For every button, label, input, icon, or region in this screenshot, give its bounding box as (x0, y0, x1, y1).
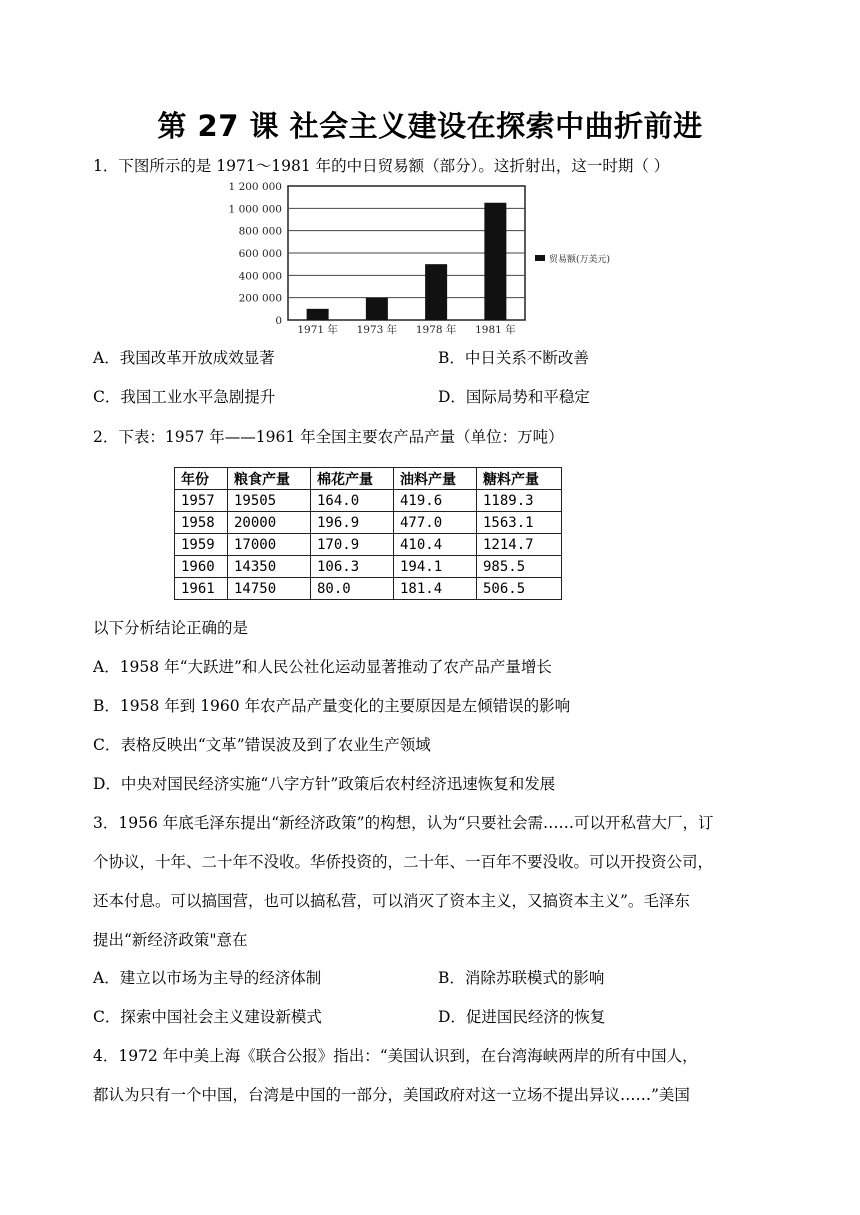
table-cell: 194.1 (394, 556, 477, 578)
q3-option-a[interactable]: A．建立以市场为主导的经济体制 (93, 969, 322, 987)
q2-option-b[interactable]: B．1958 年到 1960 年农产品产量变化的主要原因是左倾错误的影响 (93, 697, 571, 715)
table-header-cell: 年份 (175, 468, 228, 490)
q1-stem: 1．下图所示的是 1971～1981 年的中日贸易额（部分）。这折射出，这一时期（ ） (93, 157, 670, 175)
table-header-cell: 棉花产量 (311, 468, 394, 490)
q4-stem-line: 都认为只有一个中国，台湾是中国的一部分，美国政府对这一立场不提出异议……”美国 (93, 1086, 690, 1104)
q1-option-b[interactable]: B．中日关系不断改善 (438, 349, 589, 367)
y-tick-label: 800 000 (238, 225, 282, 238)
q2-option-d[interactable]: D．中央对国民经济实施“八字方针”政策后农村经济迅速恢复和发展 (93, 775, 556, 793)
table-row (175, 534, 562, 556)
table-header-cell: 糖料产量 (477, 468, 562, 490)
table-cell: 170.9 (311, 534, 394, 556)
table-cell: 17000 (228, 534, 311, 556)
x-tick-label: 1973 年 (356, 324, 398, 336)
table-cell: 1960 (175, 556, 228, 578)
y-tick-label: 400 000 (238, 270, 282, 283)
q2-lead: 以下分析结论正确的是 (93, 619, 249, 637)
table-row (175, 490, 562, 512)
q3-stem-line: 还本付息。可以搞国营，也可以搞私营，可以消灭了资本主义，又搞资本主义”。毛泽东 (93, 892, 690, 910)
table-cell: 80.0 (311, 578, 394, 600)
bar (307, 309, 329, 320)
q3-stem-line: 3．1956 年底毛泽东提出“新经济政策”的构想，认为“只要社会需……可以开私营大厂，订 (93, 814, 714, 832)
x-tick-label: 1971 年 (297, 324, 338, 336)
table-header-row (175, 468, 562, 490)
y-tick-label: 600 000 (238, 248, 282, 260)
q3-stem-line: 提出“新经济政策"意在 (93, 931, 248, 949)
table-cell: 164.0 (311, 490, 394, 512)
q3-option-b[interactable]: B．消除苏联模式的影响 (438, 969, 605, 987)
table-cell: 419.6 (394, 490, 477, 512)
table-header-cell: 粮食产量 (228, 468, 311, 490)
table-cell: 14350 (228, 556, 311, 578)
table-cell: 1958 (175, 512, 228, 534)
table-cell: 410.4 (394, 534, 477, 556)
legend-swatch (535, 255, 545, 261)
q3-stem-line: 个协议，十年、二十年不没收。华侨投资的，二十年、一百年不要没收。可以开投资公司， (93, 853, 714, 871)
lesson-title: 第 27 课 社会主义建设在探索中曲折前进 (157, 109, 703, 143)
table-cell: 1961 (175, 578, 228, 600)
y-tick-label: 0 (275, 315, 282, 327)
y-tick-label: 1 000 000 (228, 203, 282, 216)
table-row (175, 578, 562, 600)
x-tick-label: 1981 年 (475, 324, 516, 336)
table-cell: 106.3 (311, 556, 394, 578)
table-cell: 477.0 (394, 512, 477, 534)
table-cell: 19505 (228, 490, 311, 512)
y-tick-label: 200 000 (238, 292, 282, 305)
table-cell: 181.4 (394, 578, 477, 600)
q2-option-c[interactable]: C．表格反映出“文革”错误波及到了农业生产领域 (93, 736, 431, 754)
x-tick-label: 1978 年 (415, 324, 457, 336)
table-row (175, 556, 562, 578)
table-cell: 20000 (228, 512, 311, 534)
q1-option-c[interactable]: C．我国工业水平急剧提升 (93, 388, 276, 406)
table-cell: 1214.7 (477, 534, 562, 556)
q1-option-a[interactable]: A．我国改革开放成效显著 (93, 349, 275, 367)
table-cell: 985.5 (477, 556, 562, 578)
legend-label: 贸易额(万美元) (549, 255, 611, 265)
table-cell: 1959 (175, 534, 228, 556)
q3-option-c[interactable]: C．探索中国社会主义建设新模式 (93, 1008, 322, 1026)
q2-option-a[interactable]: A．1958 年“大跃进”和人民公社化运动显著推动了农产品产量增长 (93, 658, 552, 676)
table-header-cell: 油料产量 (394, 468, 477, 490)
q2-stem: 2．下表：1957 年——1961 年全国主要农产品产量（单位：万吨） (93, 428, 564, 446)
bar (366, 298, 388, 320)
production-table (174, 467, 562, 600)
table-cell: 1189.3 (477, 490, 562, 512)
y-tick-label: 1 200 000 (228, 181, 282, 193)
table-row (175, 512, 562, 534)
table-cell: 14750 (228, 578, 311, 600)
table-cell: 1957 (175, 490, 228, 512)
table-cell: 1563.1 (477, 512, 562, 534)
bar (425, 264, 447, 320)
table-cell: 506.5 (477, 578, 562, 600)
table-cell: 196.9 (311, 512, 394, 534)
q1-option-d[interactable]: D．国际局势和平稳定 (438, 388, 590, 406)
q4-stem-line: 4．1972 年中美上海《联合公报》指出：“美国认识到，在台湾海峡两岸的所有中国人， (93, 1047, 698, 1065)
trade-bar-chart (200, 178, 660, 338)
bar (484, 203, 506, 320)
q3-option-d[interactable]: D．促进国民经济的恢复 (438, 1008, 606, 1026)
